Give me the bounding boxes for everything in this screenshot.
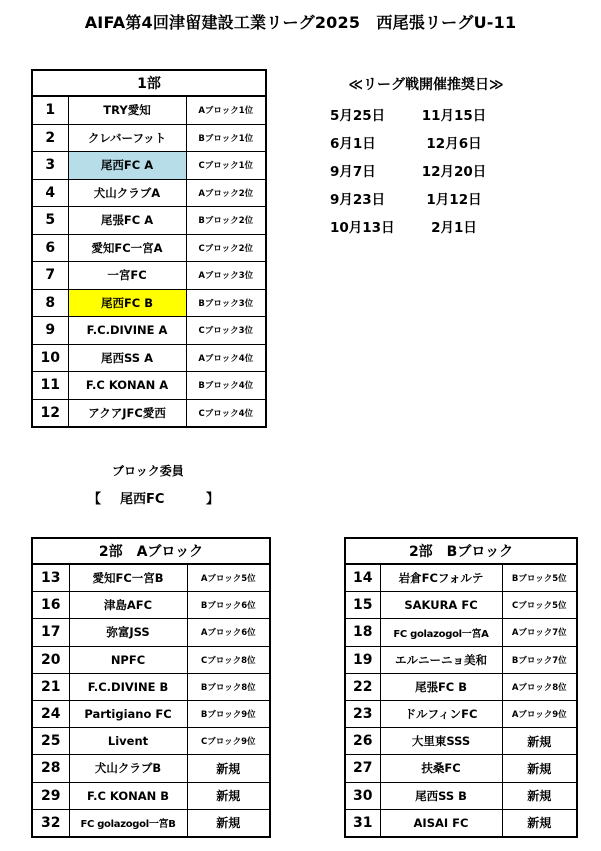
team-seed: Cブロック8位 xyxy=(187,646,270,673)
team-seed: Bブロック7位 xyxy=(502,646,577,673)
team-number: 26 xyxy=(345,728,380,755)
team-number: 18 xyxy=(345,619,380,646)
team-seed: 新規 xyxy=(187,809,270,837)
table-row xyxy=(345,592,577,619)
team-number: 21 xyxy=(32,673,69,700)
division1-table xyxy=(31,69,267,428)
team-number: 19 xyxy=(345,646,380,673)
recommended-date: 11月15日 xyxy=(421,108,487,124)
table-row xyxy=(32,372,266,400)
date-row xyxy=(330,128,530,156)
table-row xyxy=(345,755,577,782)
team-seed: Cブロック3位 xyxy=(186,317,266,345)
division1-header: 1部 xyxy=(32,70,266,96)
division2b-table xyxy=(344,537,578,838)
table-row xyxy=(32,782,270,809)
team-seed: Bブロック3位 xyxy=(186,289,266,317)
team-number: 11 xyxy=(32,372,68,400)
committee-name: 尾西FC xyxy=(120,492,165,507)
team-seed: 新規 xyxy=(502,782,577,809)
team-number: 9 xyxy=(32,317,68,345)
team-name: AISAI FC xyxy=(380,809,502,837)
team-number: 31 xyxy=(345,809,380,837)
team-number: 4 xyxy=(32,179,68,207)
table-row xyxy=(32,344,266,372)
table-row xyxy=(32,399,266,427)
date-row xyxy=(330,184,530,212)
table-row xyxy=(345,700,577,727)
team-number: 32 xyxy=(32,809,69,837)
team-number: 28 xyxy=(32,755,69,782)
team-name: 大里東SSS xyxy=(380,728,502,755)
recommended-date: 2月1日 xyxy=(431,220,477,236)
team-name: エルニーニョ美和 xyxy=(380,646,502,673)
team-number: 1 xyxy=(32,96,68,124)
team-name: 尾張FC B xyxy=(380,673,502,700)
page-title: AIFA第4回津留建設工業リーグ2025 西尾張リーグU-11 xyxy=(84,13,517,32)
team-seed: Aブロック5位 xyxy=(187,564,270,592)
table-row xyxy=(32,96,266,124)
team-seed: Aブロック2位 xyxy=(186,179,266,207)
team-seed: Aブロック6位 xyxy=(187,619,270,646)
team-number: 5 xyxy=(32,207,68,235)
team-name: 一宮FC xyxy=(68,262,186,290)
team-number: 23 xyxy=(345,700,380,727)
table-row xyxy=(32,700,270,727)
division2a-header: 2部 Aブロック xyxy=(32,538,270,564)
recommended-date: 1月12日 xyxy=(426,192,482,208)
division2a-table xyxy=(31,537,271,838)
date-row xyxy=(330,156,530,184)
team-number: 6 xyxy=(32,234,68,262)
team-name: 犬山クラブA xyxy=(68,179,186,207)
recommended-dates-heading: ≪リーグ戦開催推奨日≫ xyxy=(348,77,504,93)
team-seed: Aブロック8位 xyxy=(502,673,577,700)
team-name: Livent xyxy=(69,728,187,755)
recommended-date: 9月23日 xyxy=(330,192,386,208)
table-row xyxy=(32,179,266,207)
team-name: 尾西SS A xyxy=(68,344,186,372)
team-name: 岩倉FCフォルテ xyxy=(380,564,502,592)
team-seed: Aブロック1位 xyxy=(186,96,266,124)
table-row xyxy=(345,782,577,809)
team-name: FC golazogol一宮A xyxy=(380,619,502,646)
table-row xyxy=(32,317,266,345)
team-name: F.C KONAN B xyxy=(69,782,187,809)
team-number: 24 xyxy=(32,700,69,727)
team-number: 25 xyxy=(32,728,69,755)
table-row xyxy=(345,809,577,837)
close-bracket: 】 xyxy=(206,492,220,507)
team-name: ドルフィンFC xyxy=(380,700,502,727)
open-bracket: 【 xyxy=(88,492,102,507)
recommended-date: 12月6日 xyxy=(426,136,482,152)
team-seed: 新規 xyxy=(502,809,577,837)
team-number: 8 xyxy=(32,289,68,317)
team-number: 12 xyxy=(32,399,68,427)
team-seed: 新規 xyxy=(502,728,577,755)
division2b-header: 2部 Bブロック xyxy=(345,538,577,564)
team-seed: Aブロック4位 xyxy=(186,344,266,372)
team-name: 愛知FC一宮A xyxy=(68,234,186,262)
team-number: 10 xyxy=(32,344,68,372)
team-number: 22 xyxy=(345,673,380,700)
team-number: 14 xyxy=(345,564,380,592)
team-name: 尾西FC A xyxy=(68,152,186,180)
committee-label: ブロック委員 xyxy=(112,464,184,478)
team-name: 尾西FC B xyxy=(68,289,186,317)
recommended-date: 6月1日 xyxy=(330,136,376,152)
table-row xyxy=(32,728,270,755)
team-number: 7 xyxy=(32,262,68,290)
table-row xyxy=(32,755,270,782)
recommended-date: 9月7日 xyxy=(330,164,376,180)
team-number: 15 xyxy=(345,592,380,619)
team-seed: Aブロック3位 xyxy=(186,262,266,290)
team-seed: Aブロック9位 xyxy=(502,700,577,727)
committee-name-line xyxy=(88,488,226,507)
team-name: 愛知FC一宮B xyxy=(69,564,187,592)
team-name: F.C KONAN A xyxy=(68,372,186,400)
team-name: 弥富JSS xyxy=(69,619,187,646)
team-name: SAKURA FC xyxy=(380,592,502,619)
date-row xyxy=(330,212,530,240)
team-seed: 新規 xyxy=(187,782,270,809)
table-row xyxy=(32,152,266,180)
team-seed: Bブロック4位 xyxy=(186,372,266,400)
team-seed: Bブロック1位 xyxy=(186,124,266,152)
team-number: 3 xyxy=(32,152,68,180)
table-row xyxy=(32,124,266,152)
team-name: 扶桑FC xyxy=(380,755,502,782)
team-number: 17 xyxy=(32,619,69,646)
team-seed: Bブロック2位 xyxy=(186,207,266,235)
team-seed: Cブロック9位 xyxy=(187,728,270,755)
table-row xyxy=(32,592,270,619)
table-row xyxy=(32,289,266,317)
table-row xyxy=(345,619,577,646)
team-name: F.C.DIVINE A xyxy=(68,317,186,345)
team-seed: Bブロック8位 xyxy=(187,673,270,700)
table-row xyxy=(345,728,577,755)
team-seed: Cブロック1位 xyxy=(186,152,266,180)
team-seed: Cブロック4位 xyxy=(186,399,266,427)
table-row xyxy=(345,564,577,592)
team-seed: 新規 xyxy=(502,755,577,782)
team-name: 尾西SS B xyxy=(380,782,502,809)
team-name: NPFC xyxy=(69,646,187,673)
recommended-date: 10月13日 xyxy=(330,220,395,236)
team-name: クレバーフット xyxy=(68,124,186,152)
table-row xyxy=(32,809,270,837)
team-number: 27 xyxy=(345,755,380,782)
team-name: Partigiano FC xyxy=(69,700,187,727)
recommended-date: 12月20日 xyxy=(421,164,487,180)
team-name: F.C.DIVINE B xyxy=(69,673,187,700)
team-number: 2 xyxy=(32,124,68,152)
team-seed: Cブロック2位 xyxy=(186,234,266,262)
team-name: 津島AFC xyxy=(69,592,187,619)
team-name: FC golazogol一宮B xyxy=(69,809,187,837)
team-name: 尾張FC A xyxy=(68,207,186,235)
table-row xyxy=(32,234,266,262)
team-seed: Bブロック6位 xyxy=(187,592,270,619)
team-number: 13 xyxy=(32,564,69,592)
date-row xyxy=(330,100,530,128)
team-number: 20 xyxy=(32,646,69,673)
recommended-date: 5月25日 xyxy=(330,108,386,124)
table-row xyxy=(32,619,270,646)
team-number: 30 xyxy=(345,782,380,809)
table-row xyxy=(32,646,270,673)
team-seed: Bブロック9位 xyxy=(187,700,270,727)
team-seed: Cブロック5位 xyxy=(502,592,577,619)
team-name: TRY愛知 xyxy=(68,96,186,124)
table-row xyxy=(345,646,577,673)
team-seed: Aブロック7位 xyxy=(502,619,577,646)
team-seed: 新規 xyxy=(187,755,270,782)
team-number: 29 xyxy=(32,782,69,809)
table-row xyxy=(32,262,266,290)
team-seed: Bブロック5位 xyxy=(502,564,577,592)
team-number: 16 xyxy=(32,592,69,619)
table-row xyxy=(345,673,577,700)
table-row xyxy=(32,673,270,700)
table-row xyxy=(32,564,270,592)
table-row xyxy=(32,207,266,235)
team-name: アクアJFC愛西 xyxy=(68,399,186,427)
team-name: 犬山クラブB xyxy=(69,755,187,782)
recommended-dates-list xyxy=(330,100,530,240)
